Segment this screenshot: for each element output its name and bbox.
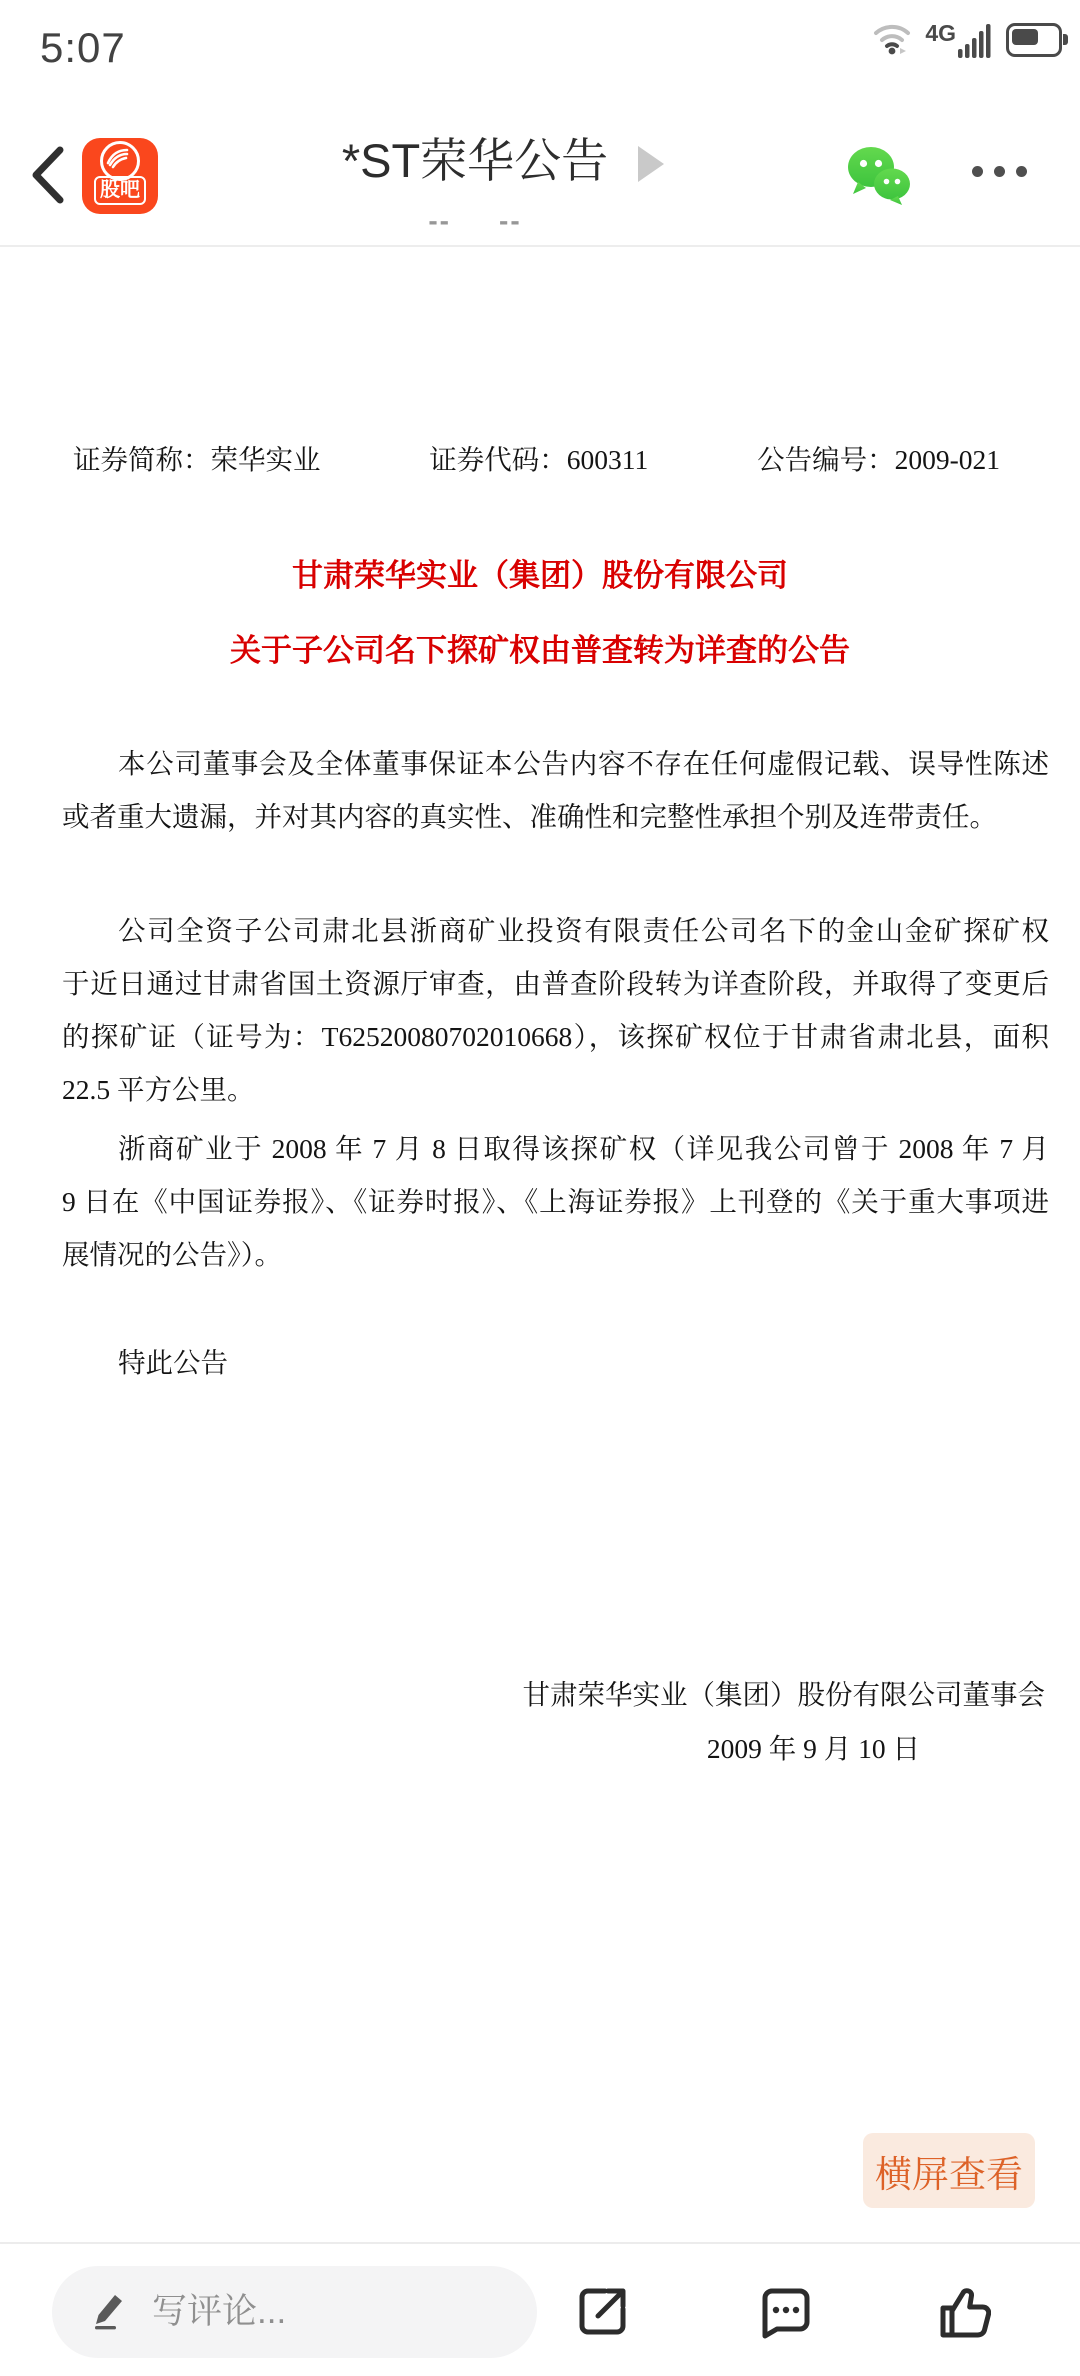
document-line: 22.5 平方公里。 [62,1074,255,1105]
security-code: 证券代码：600311 [429,444,649,475]
paragraph [0,904,1080,1116]
document-line: 于近日通过甘肃省国土资源厅审查，由普查阶段转为详查阶段，并取得了变更后 [62,968,1049,999]
status-icons [873,0,1062,80]
date-line: 2009 年 9 月 10 日 [706,1733,920,1764]
document-title-line2: 关于子公司名下探矿权由普查转为详查的公告 [230,633,850,668]
closing-line: 特此公告 [118,1347,228,1378]
quote-price: -- [428,205,451,236]
document-meta-line [0,433,1080,486]
document-line: 的探矿证（证号为：T62520080702010668），该探矿权位于甘肃省肃北县，面积 [62,1021,1049,1052]
comment-input[interactable] [150,2291,494,2333]
status-bar [0,0,1080,80]
landscape-view-button[interactable]: 横屏查看 [863,2133,1035,2208]
document-title-line1: 甘肃荣华实业（集团）股份有限公司 [292,558,788,593]
announcement-document [0,247,1080,2242]
page-title: *ST荣华公告 [341,134,609,187]
title-area[interactable] [332,124,618,237]
cellular-signal-icon [925,19,994,59]
stock-quote-placeholder [332,205,618,237]
paragraph [0,737,1080,843]
document-line: 公司全资子公司肃北县浙商矿业投资有限责任公司名下的金山金矿探矿权 [118,915,1049,946]
expand-triangle-icon [638,146,664,182]
pencil-icon [88,2288,132,2337]
wechat-share-icon[interactable] [846,146,912,206]
comment-box[interactable] [52,2266,537,2358]
document-line: 浙商矿业于 2008 年 7 月 8 日取得该探矿权（详见我公司曾于 2008 年 7 月 [118,1133,1049,1164]
paragraph [0,1122,1080,1281]
document-line: 9 日在《中国证券报》、《证券时报》、《上海证券报》上刊登的《关于重大事项进 [62,1186,1049,1217]
share-icon[interactable] [572,2282,632,2342]
bottom-toolbar [0,2242,1080,2376]
wifi-icon [873,21,913,60]
document-line: 展情况的公告》）。 [62,1239,282,1270]
document-line: 本公司董事会及全体董事保证本公告内容不存在任何虚假记载、误导性陈述 [118,748,1049,779]
document-paragraphs [0,737,1080,1281]
app-logo-icon [100,141,140,181]
more-menu-icon[interactable] [972,166,1027,177]
comments-icon[interactable] [755,2282,815,2342]
quote-change: -- [499,205,522,236]
notice-number: 公告编号：2009-021 [757,444,1000,475]
battery-icon [1006,23,1062,57]
guba-app-icon[interactable] [82,138,158,214]
back-button[interactable] [26,144,70,206]
document-line: 或者重大遗漏，并对其内容的真实性、准确性和完整性承担个别及连带责任。 [62,801,997,832]
signature-line: 甘肃荣华实业（集团）股份有限公司董事会 [522,1679,1045,1710]
clock: 5:07 [40,24,126,71]
header [0,80,1080,247]
app-badge-label: 股吧 [94,176,146,205]
security-short-name: 证券简称：荣华实业 [73,444,321,475]
network-type-label: 4G [925,19,956,46]
thumbs-up-icon[interactable] [931,2282,991,2342]
